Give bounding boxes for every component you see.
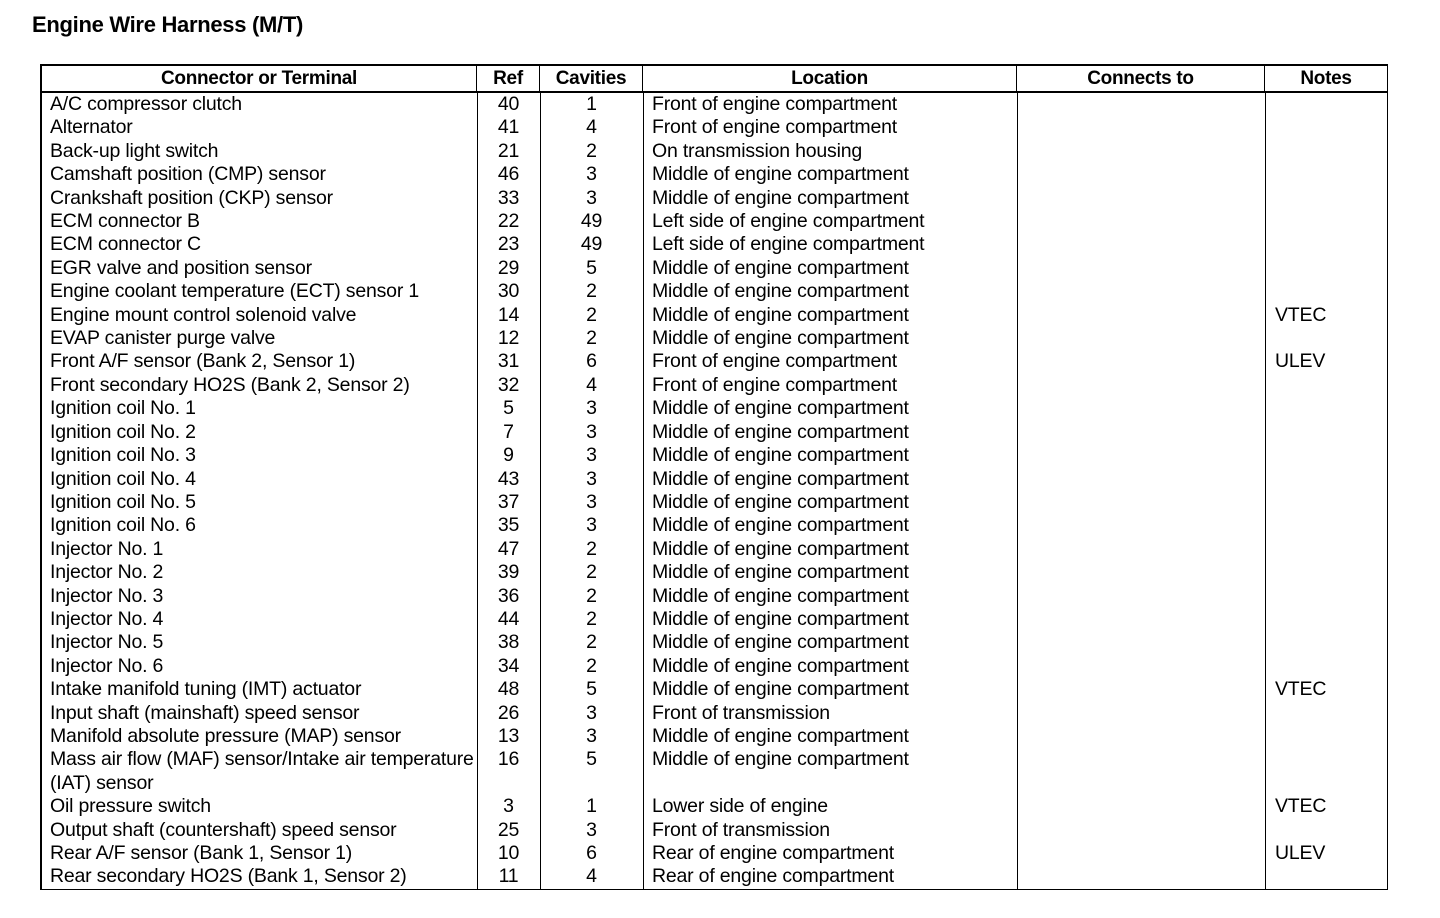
header-connector: Connector or Terminal xyxy=(42,66,477,91)
cell-ref: 22 xyxy=(497,210,520,233)
cell-ref: 14 xyxy=(497,303,520,326)
cell-ref: 40 xyxy=(497,93,520,115)
cell-cavities: 49 xyxy=(580,233,603,256)
table-row xyxy=(42,655,1387,678)
cell-notes xyxy=(1265,210,1387,233)
table-row xyxy=(42,327,1387,350)
cell-location: Middle of engine compartment xyxy=(652,584,909,607)
cell-cavities: 3 xyxy=(586,163,597,186)
cell-location: Front of engine compartment xyxy=(652,350,897,373)
cell-connector: Output shaft (countershaft) speed sensor xyxy=(50,818,397,841)
cell-cavities: 1 xyxy=(586,93,597,115)
cell-connects-to xyxy=(1017,702,1265,725)
cell-notes xyxy=(1265,187,1387,210)
table-row xyxy=(42,421,1387,444)
cell-location: Middle of engine compartment xyxy=(652,561,909,584)
cell-connector: Manifold absolute pressure (MAP) sensor xyxy=(50,724,401,747)
cell-connects-to xyxy=(1017,397,1265,420)
cell-location: Rear of engine compartment xyxy=(652,865,894,888)
cell-cavities: 4 xyxy=(586,865,597,888)
cell-connector: Intake manifold tuning (IMT) actuator xyxy=(50,678,362,701)
header-ref: Ref xyxy=(477,66,540,91)
cell-ref: 37 xyxy=(497,490,520,513)
cell-cavities: 49 xyxy=(580,210,603,233)
cell-location: Middle of engine compartment xyxy=(652,186,909,209)
cell-ref: 21 xyxy=(497,139,520,162)
cell-connector: Alternator xyxy=(50,116,133,139)
cell-cavities: 4 xyxy=(586,373,597,396)
table-row xyxy=(42,163,1387,186)
cell-ref: 25 xyxy=(497,818,520,841)
cell-notes xyxy=(1265,585,1387,608)
cell-connector: Rear secondary HO2S (Bank 1, Sensor 2) xyxy=(50,865,407,888)
table-row xyxy=(42,631,1387,654)
cell-cavities: 3 xyxy=(586,420,597,443)
cell-notes xyxy=(1265,93,1387,116)
cell-cavities: 3 xyxy=(586,397,597,420)
harness-table xyxy=(40,64,1388,890)
cell-ref: 7 xyxy=(503,420,514,443)
cell-connects-to xyxy=(1017,842,1265,865)
cell-notes xyxy=(1265,421,1387,444)
cell-location: Middle of engine compartment xyxy=(652,748,909,771)
cell-location: Middle of engine compartment xyxy=(652,724,909,747)
cell-cavities: 5 xyxy=(586,256,597,279)
cell-notes xyxy=(1265,257,1387,280)
cell-location: Front of transmission xyxy=(652,701,830,724)
cell-location: Front of transmission xyxy=(652,818,830,841)
cell-cavities: 5 xyxy=(586,678,597,701)
cell-connects-to xyxy=(1017,491,1265,514)
cell-cavities: 3 xyxy=(586,467,597,490)
cell-connector: Mass air flow (MAF) sensor/Intake air temperature (IAT) sensor xyxy=(50,748,474,794)
table-row xyxy=(42,538,1387,561)
cell-cavities: 2 xyxy=(586,584,597,607)
cell-location: Middle of engine compartment xyxy=(652,256,909,279)
cell-connector: EVAP canister purge valve xyxy=(50,327,276,350)
cell-location: Middle of engine compartment xyxy=(652,678,909,701)
cell-ref: 29 xyxy=(497,256,520,279)
cell-location: Middle of engine compartment xyxy=(652,444,909,467)
cell-location: Front of engine compartment xyxy=(652,373,897,396)
cell-connects-to xyxy=(1017,865,1265,888)
table-row xyxy=(42,304,1387,327)
cell-location: Front of engine compartment xyxy=(652,116,897,139)
table-row xyxy=(42,444,1387,467)
cell-notes xyxy=(1265,468,1387,491)
cell-ref: 43 xyxy=(497,467,520,490)
cell-connector: Oil pressure switch xyxy=(50,795,211,818)
cell-notes xyxy=(1265,280,1387,303)
table-row xyxy=(42,140,1387,163)
cell-notes xyxy=(1265,233,1387,256)
cell-ref: 31 xyxy=(497,350,520,373)
table-row xyxy=(42,561,1387,584)
table-row xyxy=(42,491,1387,514)
cell-connector: Camshaft position (CMP) sensor xyxy=(50,163,326,186)
cell-cavities: 3 xyxy=(586,444,597,467)
cell-ref: 46 xyxy=(497,163,520,186)
cell-connects-to xyxy=(1017,233,1265,256)
cell-connector: Ignition coil No. 3 xyxy=(50,444,196,467)
header-location: Location xyxy=(643,66,1017,91)
cell-connector: Input shaft (mainshaft) speed sensor xyxy=(50,701,360,724)
cell-connects-to xyxy=(1017,421,1265,444)
cell-connector: ECM connector C xyxy=(50,233,201,256)
cell-notes xyxy=(1265,140,1387,163)
cell-cavities: 6 xyxy=(586,842,597,864)
cell-connects-to xyxy=(1017,819,1265,842)
table-row xyxy=(42,678,1387,701)
cell-location: Left side of engine compartment xyxy=(652,233,925,256)
cell-cavities: 3 xyxy=(586,724,597,747)
table-row xyxy=(42,748,1387,795)
table-row xyxy=(42,116,1387,139)
cell-notes: VTEC xyxy=(1275,678,1327,701)
cell-ref: 26 xyxy=(497,701,520,724)
cell-cavities: 2 xyxy=(586,139,597,162)
cell-cavities: 1 xyxy=(586,795,597,818)
cell-notes xyxy=(1265,116,1387,139)
cell-cavities: 2 xyxy=(586,327,597,350)
cell-connects-to xyxy=(1017,631,1265,654)
table-row xyxy=(42,514,1387,537)
cell-notes xyxy=(1265,819,1387,842)
cell-cavities: 2 xyxy=(586,280,597,303)
table-row xyxy=(42,233,1387,256)
cell-notes: ULEV xyxy=(1275,350,1326,373)
cell-notes xyxy=(1265,561,1387,584)
table-row xyxy=(42,280,1387,303)
cell-notes: VTEC xyxy=(1275,303,1327,326)
cell-cavities: 2 xyxy=(586,654,597,677)
cell-connector: Front secondary HO2S (Bank 2, Sensor 2) xyxy=(50,373,410,396)
cell-cavities: 3 xyxy=(586,818,597,841)
cell-notes xyxy=(1265,865,1387,888)
cell-notes: VTEC xyxy=(1275,795,1327,818)
cell-connector: Ignition coil No. 6 xyxy=(50,514,196,537)
cell-connects-to xyxy=(1017,725,1265,748)
cell-connects-to xyxy=(1017,538,1265,561)
cell-cavities: 2 xyxy=(586,631,597,654)
cell-notes xyxy=(1265,608,1387,631)
table-row xyxy=(42,187,1387,210)
cell-ref: 39 xyxy=(497,561,520,584)
cell-ref: 9 xyxy=(503,444,514,467)
cell-connects-to xyxy=(1017,163,1265,186)
cell-notes xyxy=(1265,748,1387,795)
cell-connects-to xyxy=(1017,514,1265,537)
cell-notes xyxy=(1265,631,1387,654)
cell-ref: 11 xyxy=(498,865,519,888)
cell-notes xyxy=(1265,538,1387,561)
cell-connector: A/C compressor clutch xyxy=(50,93,242,115)
cell-ref: 38 xyxy=(497,631,520,654)
header-connects-to: Connects to xyxy=(1017,66,1265,91)
cell-cavities: 3 xyxy=(586,186,597,209)
table-row xyxy=(42,210,1387,233)
cell-notes xyxy=(1265,374,1387,397)
header-cavities: Cavities xyxy=(540,66,643,91)
cell-ref: 13 xyxy=(497,724,520,747)
cell-connects-to xyxy=(1017,608,1265,631)
cell-connects-to xyxy=(1017,655,1265,678)
cell-location: Front of engine compartment xyxy=(652,93,897,115)
table-row xyxy=(42,374,1387,397)
table-row xyxy=(42,842,1387,865)
cell-ref: 44 xyxy=(497,607,520,630)
cell-notes xyxy=(1265,514,1387,537)
cell-connects-to xyxy=(1017,350,1265,373)
cell-connects-to xyxy=(1017,444,1265,467)
cell-location: Middle of engine compartment xyxy=(652,420,909,443)
cell-ref: 3 xyxy=(503,795,514,818)
cell-notes xyxy=(1265,655,1387,678)
cell-notes xyxy=(1265,491,1387,514)
cell-connects-to xyxy=(1017,257,1265,280)
table-row xyxy=(42,608,1387,631)
cell-location: Lower side of engine xyxy=(652,795,828,818)
cell-connector: Ignition coil No. 2 xyxy=(50,420,196,443)
cell-ref: 12 xyxy=(497,327,520,350)
table-row xyxy=(42,468,1387,491)
cell-cavities: 3 xyxy=(586,701,597,724)
cell-location: Middle of engine compartment xyxy=(652,607,909,630)
cell-connects-to xyxy=(1017,561,1265,584)
cell-ref: 41 xyxy=(497,116,520,139)
cell-connects-to xyxy=(1017,93,1265,116)
cell-cavities: 5 xyxy=(586,748,597,771)
cell-notes xyxy=(1265,702,1387,725)
cell-location: On transmission housing xyxy=(652,139,863,162)
cell-location: Middle of engine compartment xyxy=(652,163,909,186)
cell-ref: 23 xyxy=(497,233,520,256)
table-row xyxy=(42,350,1387,373)
cell-connector: Front A/F sensor (Bank 2, Sensor 1) xyxy=(50,350,356,373)
cell-connector: Ignition coil No. 4 xyxy=(50,467,196,490)
cell-ref: 32 xyxy=(497,373,520,396)
cell-cavities: 2 xyxy=(586,537,597,560)
cell-ref: 36 xyxy=(497,584,520,607)
cell-connects-to xyxy=(1017,304,1265,327)
cell-connects-to xyxy=(1017,468,1265,491)
cell-location: Middle of engine compartment xyxy=(652,490,909,513)
cell-cavities: 3 xyxy=(586,490,597,513)
cell-cavities: 4 xyxy=(586,116,597,139)
cell-connector: Injector No. 1 xyxy=(50,537,164,560)
cell-notes xyxy=(1265,397,1387,420)
cell-notes xyxy=(1265,725,1387,748)
cell-location: Middle of engine compartment xyxy=(652,631,909,654)
cell-connector: Injector No. 6 xyxy=(50,654,164,677)
cell-ref: 47 xyxy=(497,537,520,560)
table-row xyxy=(42,725,1387,748)
cell-location: Middle of engine compartment xyxy=(652,327,909,350)
table-row xyxy=(42,257,1387,280)
cell-connects-to xyxy=(1017,748,1265,795)
cell-connects-to xyxy=(1017,210,1265,233)
cell-location: Middle of engine compartment xyxy=(652,514,909,537)
cell-ref: 34 xyxy=(497,654,520,677)
table-row xyxy=(42,397,1387,420)
table-row xyxy=(42,93,1387,116)
cell-location: Middle of engine compartment xyxy=(652,467,909,490)
cell-ref: 5 xyxy=(503,397,514,420)
cell-cavities: 2 xyxy=(586,561,597,584)
cell-connects-to xyxy=(1017,795,1265,818)
cell-connector: Crankshaft position (CKP) sensor xyxy=(50,186,333,209)
cell-connector: Ignition coil No. 5 xyxy=(50,490,196,513)
table-header xyxy=(42,66,1387,93)
cell-connects-to xyxy=(1017,187,1265,210)
cell-location: Rear of engine compartment xyxy=(652,842,894,864)
cell-location: Middle of engine compartment xyxy=(652,537,909,560)
cell-notes xyxy=(1265,163,1387,186)
cell-ref: 10 xyxy=(497,842,520,864)
cell-notes xyxy=(1265,327,1387,350)
table-row xyxy=(42,795,1387,818)
table-row xyxy=(42,702,1387,725)
cell-connector: Ignition coil No. 1 xyxy=(50,397,196,420)
cell-location: Middle of engine compartment xyxy=(652,303,909,326)
cell-location: Left side of engine compartment xyxy=(652,210,925,233)
page-title: Engine Wire Harness (M/T) xyxy=(32,12,304,37)
cell-ref: 33 xyxy=(497,186,520,209)
cell-connects-to xyxy=(1017,140,1265,163)
cell-notes xyxy=(1265,444,1387,467)
header-notes: Notes xyxy=(1300,67,1352,89)
cell-connects-to xyxy=(1017,116,1265,139)
cell-connector: Engine mount control solenoid valve xyxy=(50,303,357,326)
cell-connector: Rear A/F sensor (Bank 1, Sensor 1) xyxy=(50,842,353,864)
table-row xyxy=(42,865,1387,888)
cell-cavities: 2 xyxy=(586,303,597,326)
cell-connector: Injector No. 4 xyxy=(50,607,164,630)
cell-cavities: 6 xyxy=(586,350,597,373)
table-body xyxy=(42,93,1387,889)
cell-ref: 30 xyxy=(497,280,520,303)
cell-location: Middle of engine compartment xyxy=(652,654,909,677)
cell-connects-to xyxy=(1017,678,1265,701)
cell-ref: 48 xyxy=(497,678,520,701)
cell-connects-to xyxy=(1017,327,1265,350)
cell-ref: 35 xyxy=(497,514,520,537)
cell-connector: Engine coolant temperature (ECT) sensor 1 xyxy=(50,280,419,303)
cell-cavities: 2 xyxy=(586,607,597,630)
cell-connector: Injector No. 5 xyxy=(50,631,164,654)
cell-location: Middle of engine compartment xyxy=(652,397,909,420)
table-row xyxy=(42,585,1387,608)
cell-connects-to xyxy=(1017,374,1265,397)
cell-connector: Injector No. 3 xyxy=(50,584,164,607)
cell-location: Middle of engine compartment xyxy=(652,280,909,303)
cell-cavities: 3 xyxy=(586,514,597,537)
cell-connects-to xyxy=(1017,280,1265,303)
cell-connector: EGR valve and position sensor xyxy=(50,256,312,279)
cell-connector: ECM connector B xyxy=(50,210,200,233)
cell-connector: Back-up light switch xyxy=(50,139,219,162)
cell-notes: ULEV xyxy=(1275,842,1326,864)
cell-connects-to xyxy=(1017,585,1265,608)
cell-connector: Injector No. 2 xyxy=(50,561,164,584)
cell-ref: 16 xyxy=(497,748,520,771)
table-row xyxy=(42,819,1387,842)
